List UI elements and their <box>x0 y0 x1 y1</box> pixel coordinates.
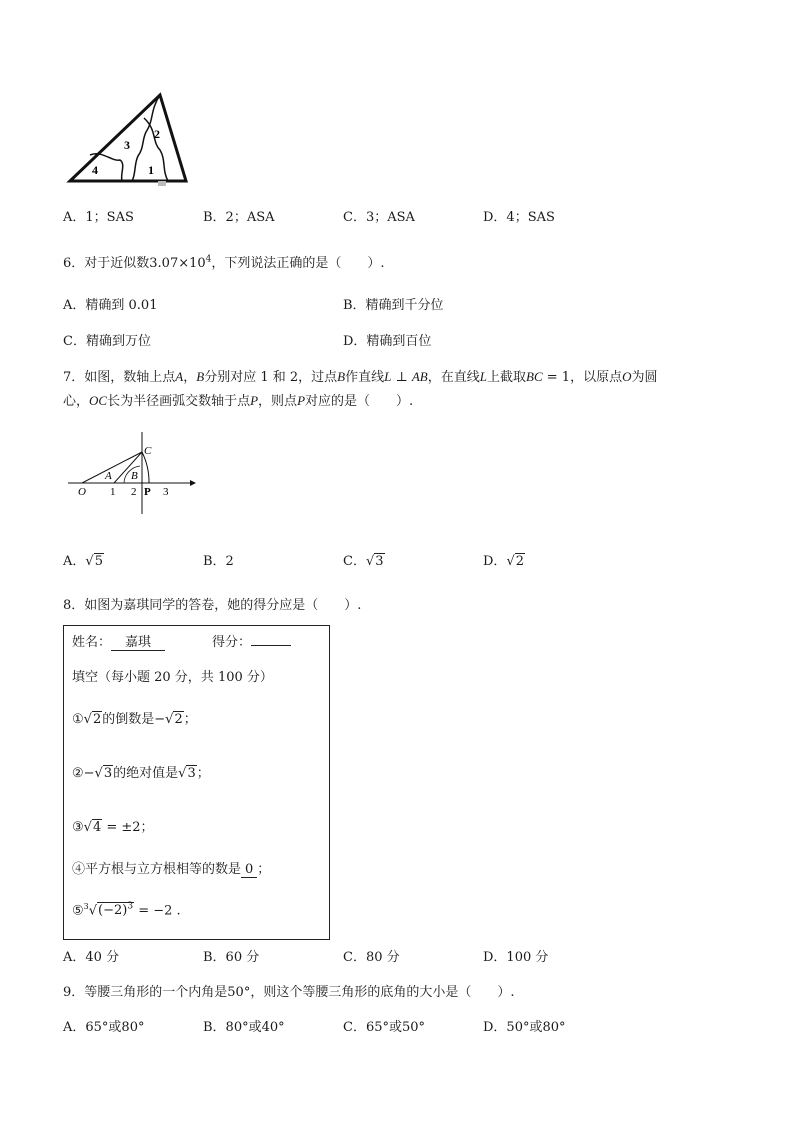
card-item-2 <box>72 762 210 781</box>
segment-ac <box>114 452 142 483</box>
radicand: 2 <box>174 712 183 727</box>
q7-segment-ab: AB <box>411 369 428 384</box>
q7-text: ，则点 <box>258 394 298 409</box>
q7-point-p: P <box>297 393 306 408</box>
q7-text: 7．如图，数轴上点 <box>63 370 176 385</box>
sqrt-sign: √ <box>165 712 174 727</box>
q8-option-c[interactable]: C．80 分 <box>343 950 400 965</box>
minus-sign: − <box>154 712 166 727</box>
q9-stem: 9．等腰三角形的一个内角是50°，则这个等腰三角形的底角的大小是（ ）. <box>63 985 515 1000</box>
tick-3: 3 <box>163 486 169 498</box>
piece-label-1: 1 <box>148 163 154 177</box>
radicand <box>97 902 134 918</box>
sqrt-sign: √ <box>506 554 515 569</box>
answer-sheet-card <box>63 625 330 940</box>
radicand-exponent: 3 <box>127 902 134 912</box>
q7-point-b: B <box>196 369 205 384</box>
label-a: A <box>105 470 112 482</box>
q7-text: ，以原点 <box>570 370 623 385</box>
item-text: = −2 . <box>134 903 181 919</box>
q7-point-b: B <box>337 369 346 384</box>
item-number: ②− <box>72 766 95 781</box>
sqrt-sign: √ <box>178 766 187 781</box>
q7-option-d[interactable] <box>483 550 525 569</box>
q5-option-a[interactable]: A．1；SAS <box>63 210 134 225</box>
label-c: C <box>144 445 152 457</box>
label-b: B <box>131 470 138 482</box>
q7-point-o: O <box>622 369 632 384</box>
radicand: 5 <box>94 554 103 569</box>
card-item-1 <box>72 708 197 727</box>
label-p: P <box>144 486 151 498</box>
card-score-row <box>212 631 291 650</box>
score-blank[interactable] <box>251 633 291 646</box>
item-number: ① <box>72 712 84 727</box>
radicand: 3 <box>187 766 196 781</box>
q7-option-a[interactable] <box>63 550 104 569</box>
q8-stem: 8．如图为嘉琪同学的答卷，她的得分应是（ ）. <box>63 598 362 613</box>
piece-label-3: 3 <box>124 138 130 152</box>
piece-label-2: 2 <box>154 127 160 141</box>
q7-text: ，在直线 <box>427 370 480 385</box>
corner-mark <box>158 181 166 186</box>
q7-text: 心， <box>63 394 90 409</box>
card-name-row <box>72 631 165 650</box>
radicand: 2 <box>92 712 102 727</box>
item-text: ④平方根与立方根相等的数是 <box>72 862 242 877</box>
name-value: 嘉琪 <box>111 635 165 651</box>
q5-triangle-figure <box>62 90 192 190</box>
option-prefix: A． <box>63 554 86 569</box>
q5-option-d[interactable]: D．4；SAS <box>483 210 555 225</box>
q6-option-d[interactable]: D．精确到百位 <box>343 334 432 349</box>
card-item-5 <box>72 902 181 918</box>
radicand: 3 <box>375 554 384 569</box>
q7-segment-bc: BC <box>526 369 543 384</box>
q7-text: ， <box>183 370 197 385</box>
q6-option-c[interactable]: C．精确到万位 <box>63 334 151 349</box>
q5-option-c[interactable]: C．3；ASA <box>343 210 415 225</box>
radicand: 2 <box>515 554 525 569</box>
card-heading: 填空（每小题 20 分，共 100 分） <box>72 670 273 685</box>
q9-option-b[interactable]: B．80°或40° <box>203 1020 285 1035</box>
q6-option-a[interactable]: A．精确到 0.01 <box>63 298 158 313</box>
q7-stem-line1 <box>63 366 658 385</box>
item-text: = ±2； <box>102 820 154 835</box>
q7-option-c[interactable] <box>343 550 385 569</box>
q9-option-d[interactable]: D．50°或80° <box>483 1020 566 1035</box>
item-text: ； <box>196 766 210 781</box>
item-blank-answer: 0 <box>241 862 257 878</box>
axis-arrow-icon <box>190 480 196 486</box>
q6-exponent: 4 <box>205 254 212 265</box>
option-prefix: C． <box>343 554 366 569</box>
q8-option-b[interactable]: B．60 分 <box>203 950 260 965</box>
name-label: 姓名： <box>72 635 112 650</box>
q7-text: 长为半径画弧交数轴于点 <box>107 394 251 409</box>
label-o: O <box>78 486 86 498</box>
item-text: ； <box>183 712 197 727</box>
q8-option-a[interactable]: A．40 分 <box>63 950 120 965</box>
card-item-4 <box>72 858 270 877</box>
radicand: 3 <box>103 766 113 781</box>
q7-point-a: A <box>175 369 184 384</box>
option-prefix: B．2 <box>203 554 234 569</box>
sqrt-sign: √ <box>94 766 103 781</box>
card-item-3 <box>72 816 154 835</box>
item-text: ； <box>257 862 271 877</box>
q7-segment-oc: OC <box>89 393 108 408</box>
sqrt-sign: √ <box>83 712 92 727</box>
q7-text: 上截取 <box>487 370 527 385</box>
q7-perp-symbol: ⊥ <box>391 370 412 385</box>
option-prefix: D． <box>483 554 507 569</box>
q7-stem-line2 <box>63 390 413 409</box>
q6-number: 3.07×10 <box>149 256 206 271</box>
tick-2: 2 <box>131 486 137 498</box>
sqrt-sign: √ <box>83 820 92 835</box>
q6-stem <box>63 252 385 271</box>
q7-line-l: L <box>384 369 392 384</box>
q9-option-c[interactable]: C．65°或50° <box>343 1020 426 1035</box>
q6-stem-after: ，下列说法正确的是（ ）. <box>211 256 385 271</box>
piece-label-4: 4 <box>92 163 98 177</box>
item-text: 的倒数是 <box>102 712 155 727</box>
q6-option-b[interactable]: B．精确到千分位 <box>343 298 444 313</box>
q7-text: 分别对应 1 和 2，过点 <box>204 370 338 385</box>
q7-point-p: P <box>250 393 259 408</box>
q7-text: = 1 <box>542 370 571 385</box>
item-text: 的绝对值是 <box>113 766 179 781</box>
q7-text: 作直线 <box>345 370 385 385</box>
root-index: 3 <box>83 902 89 911</box>
item-number: ③ <box>72 820 84 835</box>
q6-stem-before: 6．对于近似数 <box>63 256 150 271</box>
q7-text: 为圆 <box>631 370 658 385</box>
q7-number-line-figure <box>62 428 202 518</box>
score-label: 得分： <box>212 635 252 650</box>
radicand-base: (−2) <box>98 903 128 919</box>
q8-option-d[interactable]: D．100 分 <box>483 950 549 965</box>
item-number: ⑤ <box>72 903 84 919</box>
sqrt-sign: √ <box>365 554 375 569</box>
q9-option-a[interactable]: A．65°或80° <box>63 1020 145 1035</box>
q7-text: 对应的是（ ）. <box>305 394 414 409</box>
q7-option-b[interactable] <box>203 550 234 569</box>
q7-line-l: L <box>479 369 487 384</box>
q5-option-b[interactable]: B．2；ASA <box>203 210 275 225</box>
radicand: 4 <box>92 820 102 835</box>
sqrt-sign: √ <box>85 554 94 569</box>
sqrt-sign: √ <box>88 903 98 919</box>
tick-1: 1 <box>110 486 116 498</box>
